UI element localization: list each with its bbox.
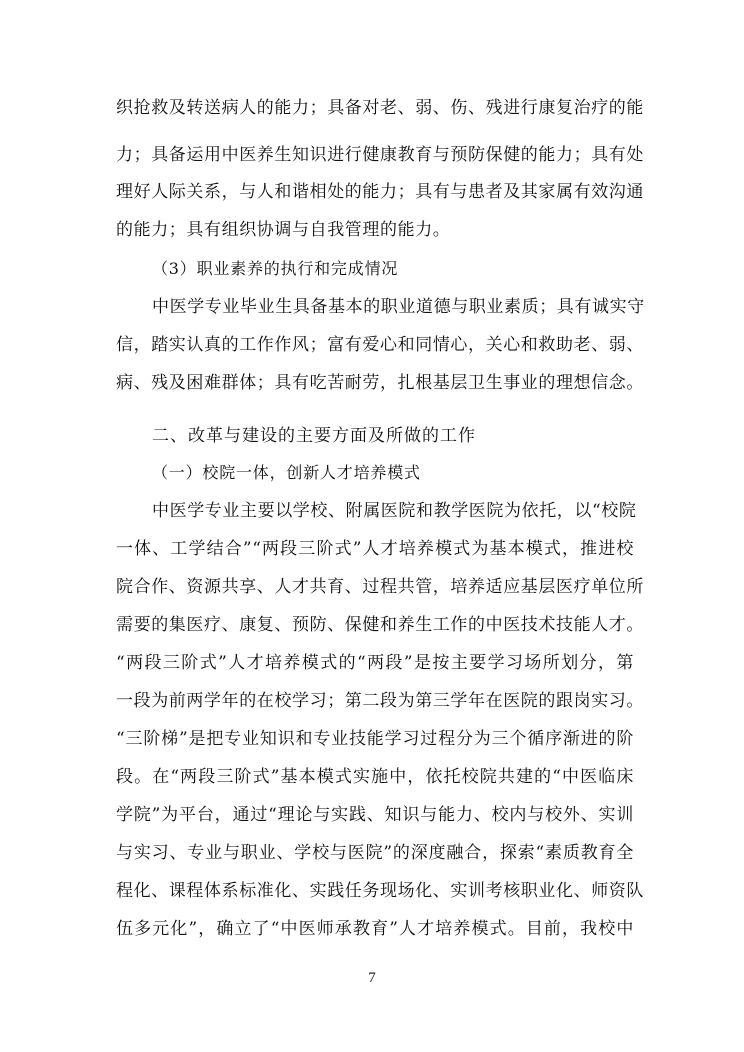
- body-text-line: 伍多元化”，确立了“中医师承教育”人才培养模式。目前，我校中: [116, 919, 634, 939]
- body-text-line: 与实习、专业与职业、学校与医院”的深度融合，探索“素质教育全: [116, 843, 634, 863]
- body-text-line: 一段为前两学年的在校学习；第二段为第三学年在医院的跟岗实习。: [116, 691, 644, 711]
- body-text-line: 织抢救及转送病人的能力；具备对老、弱、伤、残进行康复治疗的能: [116, 98, 644, 118]
- section-subheading: （3）职业素养的执行和完成情况: [152, 259, 399, 278]
- section-subheading: （一）校院一体，创新人才培养模式: [152, 463, 421, 482]
- body-text-line: 理好人际关系，与人和谐相处的能力；具有与患者及其家属有效沟通: [116, 182, 644, 202]
- body-text-line: 的能力；具有组织协调与自我管理的能力。: [116, 220, 451, 240]
- section-heading: 二、改革与建设的主要方面及所做的工作: [152, 426, 476, 446]
- body-text-line: 一体、工学结合”“两段三阶式”人才培养模式为基本模式，推进校: [116, 539, 634, 559]
- page-number: 7: [368, 970, 376, 986]
- body-text-line: 中医学专业毕业生具备基本的职业道德与职业素质；具有诚实守: [152, 297, 645, 317]
- body-text-line: 信，踏实认真的工作作风；富有爱心和同情心，关心和救助老、弱、: [116, 335, 644, 355]
- body-text-line: 程化、课程体系标准化、实践任务现场化、实训考核职业化、师资队: [116, 881, 644, 901]
- body-text-line: 病、残及困难群体；具有吃苦耐劳，扎根基层卫生事业的理想信念。: [116, 373, 644, 393]
- body-text-line: 力；具备运用中医养生知识进行健康教育与预防保健的能力；具有处: [116, 145, 644, 165]
- body-text-line: 中医学专业主要以学校、附属医院和教学医院为依托，以“校院: [152, 501, 637, 521]
- body-text-line: 需要的集医疗、康复、预防、保健和养生工作的中医技术技能人才。: [116, 615, 644, 635]
- body-text-line: 段。在“两段三阶式”基本模式实施中，依托校院共建的“中医临床: [116, 767, 634, 787]
- body-text-line: 学院”为平台，通过“理论与实践、知识与能力、校内与校外、实训: [116, 805, 634, 825]
- body-text-line: 院合作、资源共享、人才共育、过程共管，培养适应基层医疗单位所: [116, 577, 644, 597]
- body-text-line: “两段三阶式”人才培养模式的“两段”是按主要学习场所划分，第: [116, 653, 634, 673]
- body-text-line: “三阶梯”是把专业知识和专业技能学习过程分为三个循序渐进的阶: [116, 729, 634, 749]
